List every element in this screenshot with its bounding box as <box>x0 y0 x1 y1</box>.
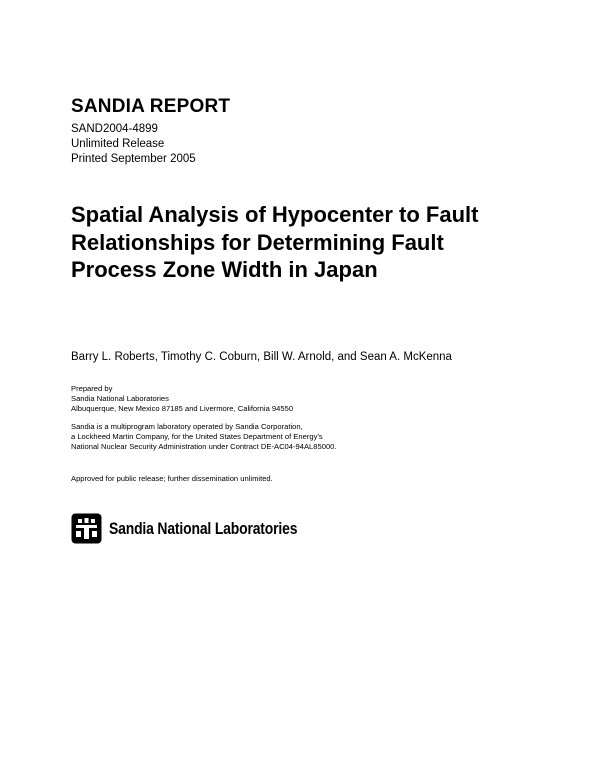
report-number: SAND2004-4899 <box>71 123 158 135</box>
description-line: a Lockheed Martin Company, for the United States Department of Energy’s <box>71 432 323 441</box>
prepared-by-address: Albuquerque, New Mexico 87185 and Livermore, California 94550 <box>71 404 294 413</box>
report-title <box>71 201 551 284</box>
report-metadata <box>71 122 196 167</box>
print-date: Printed September 2005 <box>71 153 196 165</box>
release-status: Unlimited Release <box>71 138 165 150</box>
prepared-by-organization: Sandia National Laboratories <box>71 394 169 403</box>
logo-wordmark: Sandia National Laboratories <box>109 518 298 538</box>
author-list: Barry L. Roberts, Timothy C. Coburn, Bill W. Arnold, and Sean A. McKenna <box>71 351 452 363</box>
laboratory-description <box>71 422 337 452</box>
release-approval-note: Approved for public release; further dissemination unlimited. <box>71 474 273 483</box>
sandia-thunderbird-icon <box>71 513 102 544</box>
title-line: Spatial Analysis of Hypocenter to Fault <box>71 202 479 227</box>
report-series-label: SANDIA REPORT <box>71 96 231 117</box>
description-line: National Nuclear Security Administration under Contract DE-AC04-94AL85000. <box>71 442 337 451</box>
prepared-by-block <box>71 384 293 414</box>
title-line: Process Zone Width in Japan <box>71 257 378 282</box>
sandia-logo <box>71 512 339 545</box>
title-line: Relationships for Determining Fault <box>71 229 444 255</box>
prepared-by-label: Prepared by <box>71 384 113 393</box>
description-line: Sandia is a multiprogram laboratory operated by Sandia Corporation, <box>71 422 303 431</box>
